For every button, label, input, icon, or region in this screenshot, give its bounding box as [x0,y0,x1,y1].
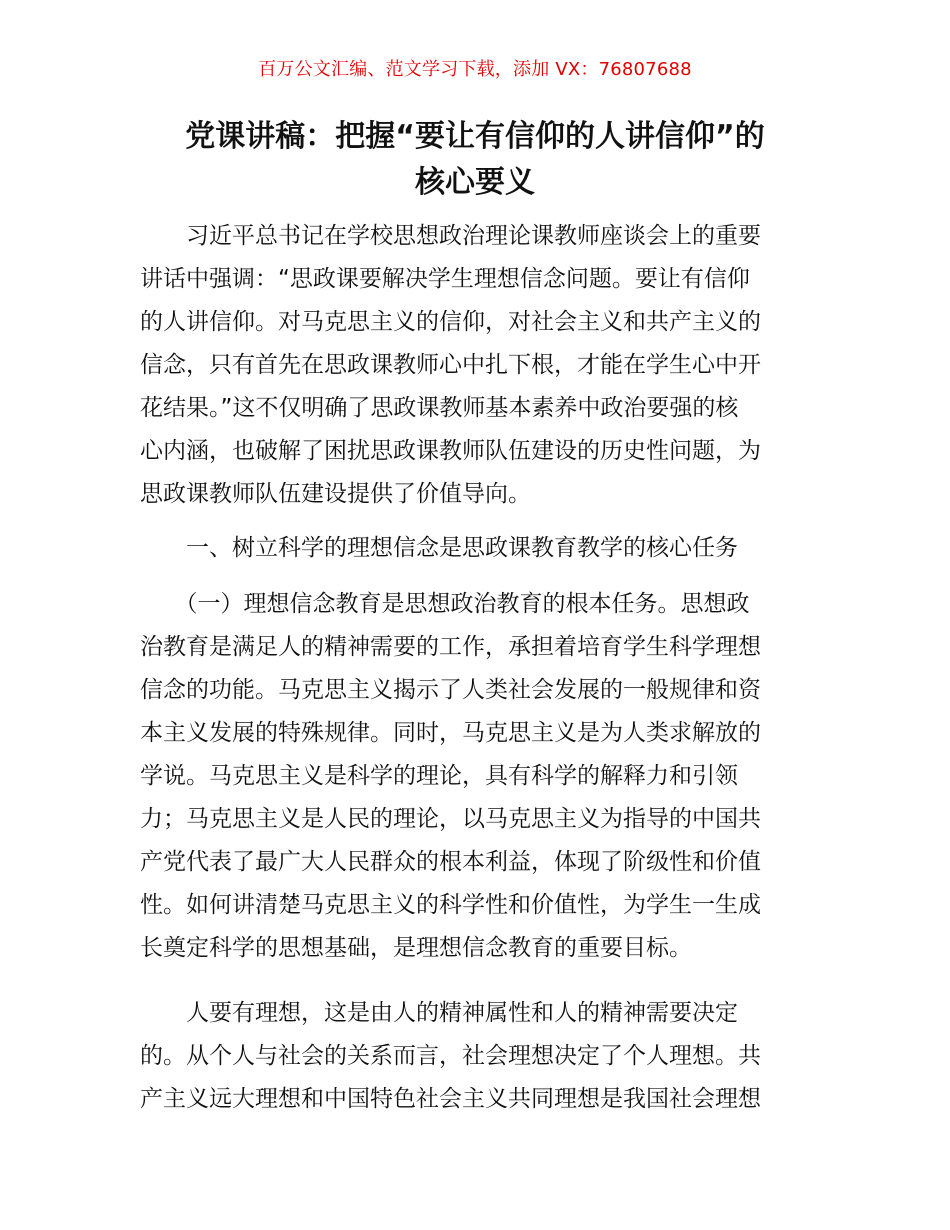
paragraph-line: 信念的功能。马克思主义揭示了人类社会发展的一般规律和资 [140,677,761,703]
paragraph-line: 习近平总书记在学校思想政治理论课教师座谈会上的重要 [140,223,761,249]
paragraph-line: 心内涵，也破解了困扰思政课教师队伍建设的历史性问题，为 [140,438,761,464]
paragraph-line: 讲话中强调：“思政课要解决学生理想信念问题。要让有信仰 [140,266,750,292]
paragraph-line: 治教育是满足人的精神需要的工作，承担着培育学生科学理想 [140,634,761,660]
paragraph-subsection-1 [140,583,810,970]
paragraph-line: 人要有理想，这是由人的精神属性和人的精神需要决定 [140,1000,738,1026]
paragraph-line: 信念，只有首先在思政课教师心中扎下根，才能在学生心中开 [140,352,761,378]
section-heading-1 [140,527,810,570]
paragraph-line: 的。从个人与社会的关系而言，社会理想决定了个人理想。共 [140,1043,761,1069]
title-line-1: 党课讲稿：把握“要让有信仰的人讲信仰”的 [185,119,765,154]
paragraph-line: 学说。马克思主义是科学的理论，具有科学的解释力和引领 [140,763,738,789]
paragraph-intro [140,215,810,516]
paragraph-line: 花结果。”这不仅明确了思政课教师基本素养中政治要强的核 [140,395,739,421]
paragraph-line: 本主义发展的特殊规律。同时，马克思主义是为人类求解放的 [140,720,761,746]
paragraph-line: 长奠定科学的思想基础，是理想信念教育的重要目标。 [140,935,692,961]
paragraph-line: 产党代表了最广大人民群众的根本利益，体现了阶级性和价值 [140,849,761,875]
paragraph-line: 的人讲信仰。对马克思主义的信仰，对社会主义和共产主义的 [140,309,761,335]
section-heading-line: 一、树立科学的理想信念是思政课教育教学的核心任务 [140,535,738,561]
paragraph-ideals [140,992,810,1121]
paragraph-line: 产主义远大理想和中国特色社会主义共同理想是我国社会理想 [140,1086,761,1112]
header-banner: 百万公文汇编、范文学习下载，添加 VX：76807688 [258,59,692,80]
paragraph-line: 力；马克思主义是人民的理论，以马克思主义为指导的中国共 [140,806,761,832]
title-line-2: 核心要义 [415,165,535,200]
paragraph-line: 思政课教师队伍建设提供了价值导向。 [140,481,531,507]
paragraph-line: 性。如何讲清楚马克思主义的科学性和价值性，为学生一生成 [140,892,761,918]
document-title [140,114,810,206]
paragraph-line: （一）理想信念教育是思想政治教育的根本任务。思想政 [140,591,750,617]
